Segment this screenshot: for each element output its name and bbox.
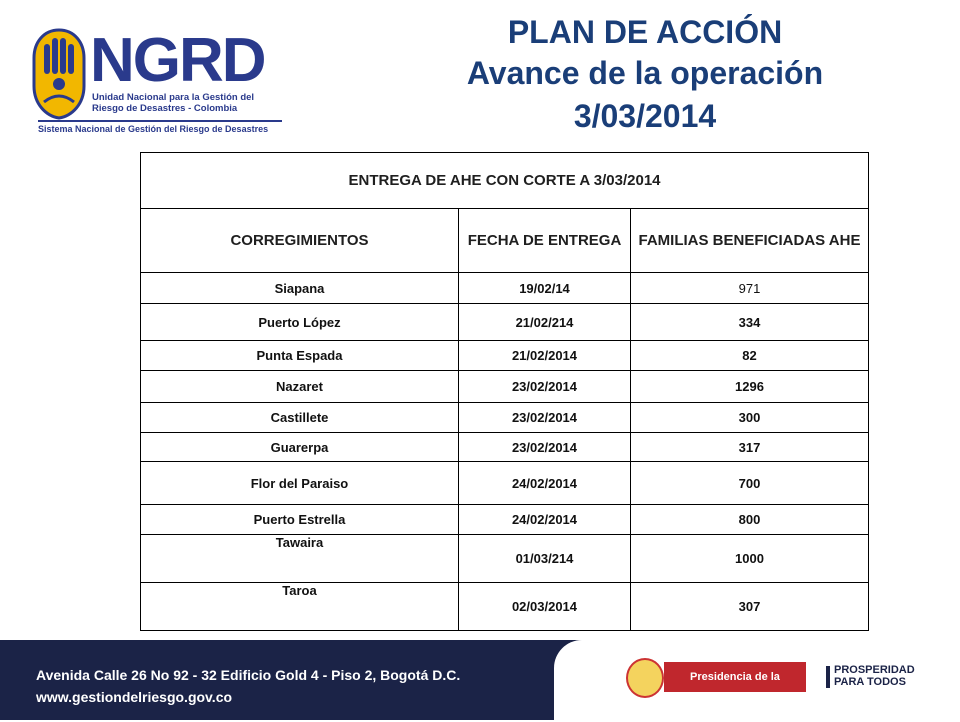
title-line3: 3/03/2014 xyxy=(573,98,717,134)
table-row xyxy=(141,535,869,583)
prosperidad-logo xyxy=(834,664,915,688)
cell-corregimiento: Guarerpa xyxy=(141,433,459,462)
cell-fecha: 21/02/214 xyxy=(459,304,631,341)
cell-corregimiento: Puerto Estrella xyxy=(141,505,459,535)
cell-fecha: 21/02/2014 xyxy=(459,341,631,371)
table-row xyxy=(141,273,869,304)
logo-subtitle-line2: Riesgo de Desastres - Colombia xyxy=(92,103,238,114)
cell-fecha: 01/03/214 xyxy=(459,535,631,583)
cell-corregimiento: Tawaira xyxy=(141,535,459,583)
table-row xyxy=(141,304,869,341)
table-row xyxy=(141,583,869,631)
footer-bar xyxy=(0,640,960,720)
cell-fecha: 23/02/2014 xyxy=(459,371,631,403)
presidencia-logo: Presidencia de la República xyxy=(664,662,806,692)
table-row xyxy=(141,403,869,433)
coat-of-arms-icon xyxy=(626,658,664,698)
footer-website-link[interactable]: www.gestiondelriesgo.gov.co xyxy=(36,689,233,705)
table-caption-row xyxy=(141,153,869,209)
prosperidad-bar-icon xyxy=(826,666,830,688)
header-familias: FAMILIAS BENEFICIADAS AHE xyxy=(631,209,869,273)
cell-corregimiento: Punta Espada xyxy=(141,341,459,371)
footer-address: Avenida Calle 26 No 92 - 32 Edificio Gold 4 - Piso 2, Bogotá D.C. xyxy=(36,667,461,683)
cell-fecha: 23/02/2014 xyxy=(459,403,631,433)
table-row xyxy=(141,341,869,371)
cell-familias: 334 xyxy=(631,304,869,341)
table-header-row xyxy=(141,209,869,273)
cell-familias: 800 xyxy=(631,505,869,535)
cell-corregimiento: Taroa xyxy=(141,583,459,631)
ahe-delivery-table xyxy=(140,152,869,631)
prosperidad-line2: PARA TODOS xyxy=(834,676,906,688)
table-row xyxy=(141,505,869,535)
header-fecha-entrega: FECHA DE ENTREGA xyxy=(459,209,631,273)
cell-fecha: 02/03/2014 xyxy=(459,583,631,631)
logo-footer-text: Sistema Nacional de Gestión del Riesgo de Desastres xyxy=(38,124,269,134)
table-caption: ENTREGA DE AHE CON CORTE A 3/03/2014 xyxy=(141,153,869,209)
table-row xyxy=(141,433,869,462)
ngrd-logo xyxy=(30,28,282,138)
logo-wordmark: NGRD xyxy=(90,26,265,95)
title-line2: Avance de la operación xyxy=(466,55,824,91)
cell-fecha: 23/02/2014 xyxy=(459,433,631,462)
prosperidad-line1: PROSPERIDAD xyxy=(834,664,915,676)
cell-familias: 971 xyxy=(631,273,869,304)
table-row xyxy=(141,462,869,505)
cell-fecha: 24/02/2014 xyxy=(459,462,631,505)
cell-fecha: 19/02/14 xyxy=(459,273,631,304)
header-corregimientos: CORREGIMIENTOS xyxy=(141,209,459,273)
cell-corregimiento: Puerto López xyxy=(141,304,459,341)
cell-corregimiento: Flor del Paraiso xyxy=(141,462,459,505)
cell-familias: 317 xyxy=(631,433,869,462)
logo-subtitle-line1: Unidad Nacional para la Gestión del xyxy=(92,92,255,103)
cell-fecha: 24/02/2014 xyxy=(459,505,631,535)
cell-familias: 1296 xyxy=(631,371,869,403)
cell-corregimiento: Siapana xyxy=(141,273,459,304)
logo-divider xyxy=(38,120,282,122)
cell-familias: 700 xyxy=(631,462,869,505)
cell-corregimiento: Castillete xyxy=(141,403,459,433)
logo-subtitle xyxy=(92,92,254,114)
title-line1: PLAN DE ACCIÓN xyxy=(507,14,783,50)
cell-corregimiento: Nazaret xyxy=(141,371,459,403)
table-row xyxy=(141,371,869,403)
hand-emblem-icon xyxy=(30,28,88,120)
cell-familias: 307 xyxy=(631,583,869,631)
cell-familias: 1000 xyxy=(631,535,869,583)
cell-familias: 82 xyxy=(631,341,869,371)
cell-familias: 300 xyxy=(631,403,869,433)
page-title xyxy=(380,12,910,138)
footer-contact xyxy=(36,664,460,708)
footer-logos-panel xyxy=(554,640,960,720)
